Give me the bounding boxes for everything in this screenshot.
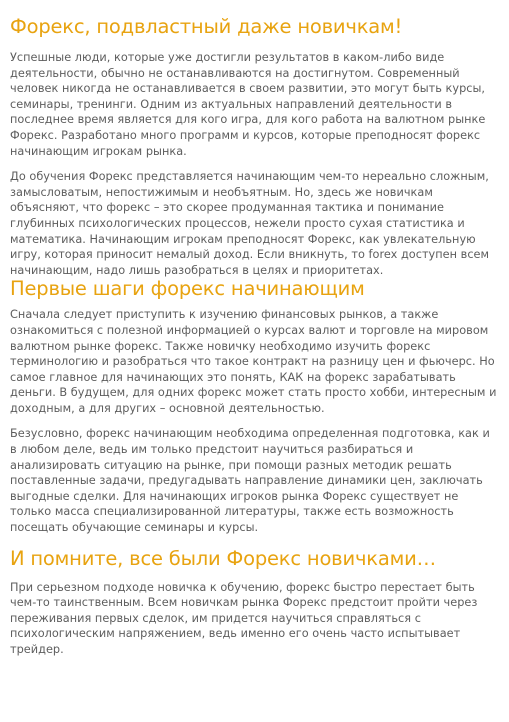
section2-paragraph-2: Безусловно, форекс начинающим необходима определенная подготовка, как и в любом деле, ведь им только предстоит научиться разбираться и анализировать ситуацию на рынке, при помощи разных методик решать поставленные задачи, предугадывать направление динамики цен, заключать выгодные сделки. Для начинающих игроков рынка Форекс существует не только масса специализированной литературы, также есть возможность посещать обучающие семинары и курсы. (10, 427, 490, 535)
section1-paragraph-2: До обучения Форекс представляется начинающим чем-то нереально сложным, замысловатым, непостижимым и необъятным. Но, здесь же новичкам объясняют, что форекс – это скорее продуманная тактика и понимание глубинных психологических процессов, нежели просто сухая статистика и математика. Начинающим игрокам преподносят Форекс, как увлекательную игру, которая приносит немалый доход. Если вникнуть, то forex доступен всем начинающим, надо лишь разобраться в целях и приоритетах. (10, 170, 490, 277)
section2-paragraph-1: Сначала следует приступить к изучению финансовых рынков, а также ознакомиться с полезной информацией о курсах валют и торговле на мировом валютном рынке форекс. Также новичку необходимо изучить форекс терминологию и разобраться что такое контракт на разницу цен и фьючерс. Но самое главное для начинающих это понять, КАК на форекс зарабатывать деньги. В будущем, для одних форекс может стать просто хобби, интересным и доходным, а для других – основной деятельностью. (10, 308, 497, 415)
section1-paragraph-1: Успешные люди, которые уже достигли результатов в каком-либо виде деятельности, обычно не останавливаются на достигнутом. Современный человек никогда не останавливается в своем развитии, это могут быть курсы, семинары, тренинги. Одним из актуальных направлений деятельности в последнее время является для кого игра, для кого работа на валютном рынке Форекс. Разработано много программ и курсов, которые преподносят форекс начинающим игрокам рынка. (10, 51, 486, 158)
section1-heading: Форекс, подвластный даже новичкам! (10, 15, 403, 38)
section3-paragraph-1: При серьезном подходе новичка к обучению, форекс быстро перестает быть чем-то таинственным. Всем новичкам рынка Форекс предстоит пройти через переживания первых сделок, им придется научиться справляться с психологическим напряжением, ведь именно его очень часто испытывает трейдер. (10, 580, 478, 656)
section3-heading: И помните, все были Форекс новичками… (10, 546, 436, 570)
section2-heading: Первые шаги форекс начинающим (10, 277, 365, 301)
